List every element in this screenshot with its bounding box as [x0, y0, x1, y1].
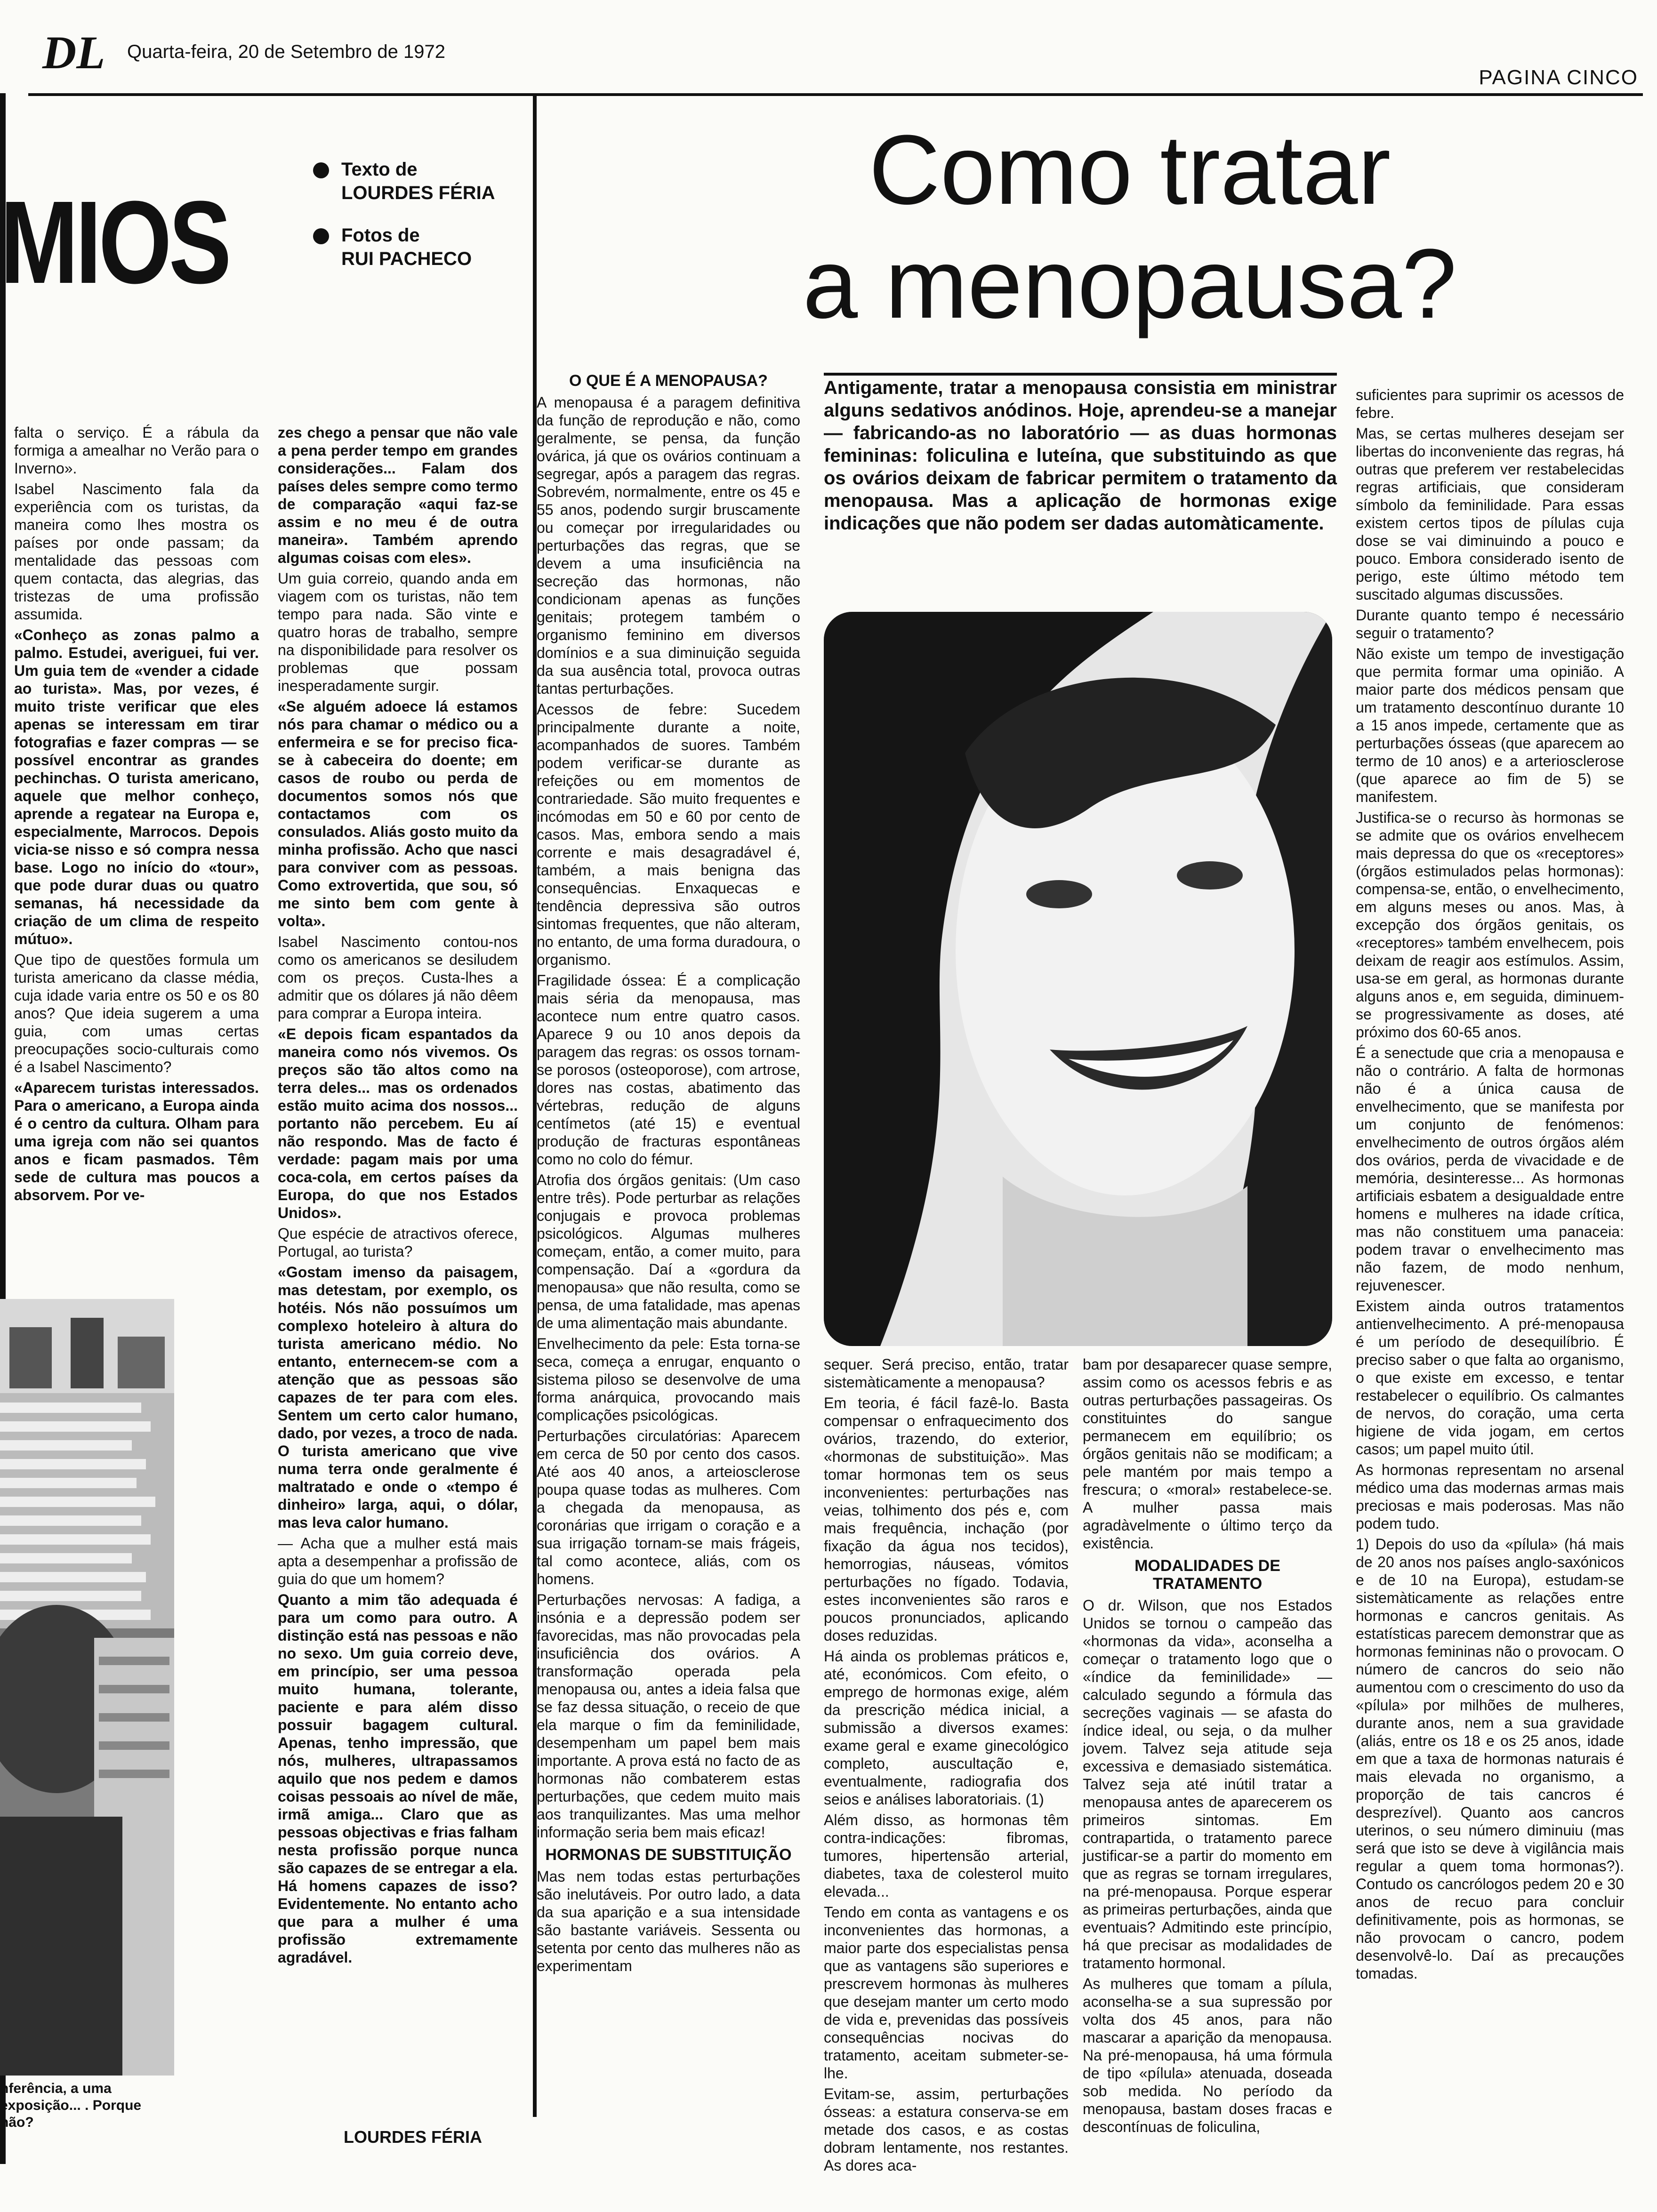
paragraph: zes chego a pensar que não vale a pena perder tempo em grandes considerações... Falam dos países deles sempre como termo de comparação «aqui faz-se assim e no meu é de outra maneira». Também aprendo algumas coisas com eles».	[278, 424, 518, 566]
paragraph: Acessos de febre: Sucedem principalmente durante a noite, acompanhados de suores. Também podem verificar-se durante as refeições ou em momentos de contrariedade. São muito frequentes e incómodas em 50 e 60 por cento de casos. Mas, embora sendo a mais corrente e mais desagradável é, também, a mais benigna das consequências. Enxaquecas e tendência depressiva são outros sintomas frequentes, que não alteram, no entanto, de uma forma duradoura, o organismo.	[537, 701, 800, 968]
paragraph: As mulheres que tomam a pílula, aconselha-se a sua supressão por volta dos 45 anos, para não mascarar a aparição da menopausa. Na pré-menopausa, há uma fórmula de tipo «pílula» atenuada, doseada sob medida. No período da menopausa, bastam doses fracas e descontínuas de foliculina,	[1083, 1975, 1332, 2135]
lead-rule	[824, 373, 1337, 376]
paragraph: Que espécie de atractivos oferece, Portugal, ao turista?	[278, 1225, 518, 1260]
article-title-line-2: a menopausa?	[803, 228, 1457, 339]
paragraph: Tendo em conta as vantagens e os inconvenientes das hormonas, a maior parte dos especialistas pensa que as vantagens são superiores e prescrevem hormonas às mulheres que desejam manter um certo modo de vida e, prevenidas das possíveis consequências nocivas do tratamento, aceitam submeter-se-lhe.	[824, 1904, 1069, 2082]
paragraph: «Aparecem turistas interessados. Para o americano, a Europa ainda é o centro da cultura. Olham para uma igreja com não sei quantos anos e ficam pasmados. Têm sede de cultura mas poucos a absorvem. Por ve-	[14, 1079, 259, 1203]
paragraph: Que tipo de questões formula um turista americano da classe média, cuja idade varia entre os 50 e os 80 anos? Que ideia sugerem a uma guia, com umas certas preocupações socio-culturais como é a Isabel Nascimento?	[14, 951, 259, 1075]
paragraph: Envelhecimento da pele: Esta torna-se seca, começa a enrugar, enquanto o sistema piloso se desenvolve de uma forma anárquica, provocando mais complicações psicológicas.	[537, 1335, 800, 1424]
paragraph: «Se alguém adoece lá estamos nós para chamar o médico ou a enfermeira e se for preciso fica-se à cabeceira do doente; em casos de roubo ou perda de documentos somos nós que contactamos com os consulados. Aliás gosto muito da minha profissão. Acho que nasci para conviver com as pessoas. Como extrovertida, que sou, só me sinto bem com gente à volta».	[278, 698, 518, 930]
credit-text-label: Texto de	[341, 159, 418, 180]
bullet-icon	[313, 162, 329, 178]
paragraph: As hormonas representam no arsenal médico uma das modernas armas mais preciosas e mais poderosas. Mas não podem tudo.	[1356, 1461, 1624, 1532]
paragraph: Em teoria, é fácil fazê-lo. Basta compensar o enfraquecimento dos ovários, trazendo, do exterior, «hormonas de substituição». Mas tomar hormonas tem os seus inconvenientes: perturbações nas veias, tolhimento dos pés e, com mais frequência, inchação (por fixação da água nos tecidos), hemorrogias, náuseas, vómitos perturbações no fígado. Todavia, estes inconvenientes são raros e poucos pronunciados, aplicando doses reduzidas.	[824, 1395, 1069, 1644]
bullet-icon	[313, 228, 329, 244]
header-date: Quarta-feira, 20 de Setembro de 1972	[127, 41, 445, 62]
paragraph: Durante quanto tempo é necessário seguir o tratamento?	[1356, 607, 1624, 641]
shop-photo	[0, 1299, 174, 2076]
photo-caption: nferência, a uma exposição... . Porque não?	[0, 2081, 142, 2130]
paragraph: Mas, se certas mulheres desejam ser libertas do inconveniente das regras, há outras que preferem ver restabelecidas regras artificiais, que consideram símbolo da feminilidade. Para essas existem certos tipos de pílulas cuja dose se vai diminuindo a pouco e pouco. Embora considerado isento de perigo, este último método tem suscitado algumas discussões.	[1356, 425, 1624, 603]
left-column-2	[278, 424, 518, 1969]
paragraph: «Gostam imenso da paisagem, mas detestam, por exemplo, os hotéis. Nós não possuímos um complexo hoteleiro à altura do turista americano médio. No entanto, enternecem-se com a atenção que as pessoas são capazes de ter para com eles. Sentem um certo calor humano, dado, por vezes, a troco de nada. O turista americano que vive numa terra onde geralmente é maltratado e onde o «tempo é dinheiro» larga, aqui, o dólar, mas leva calor humano.	[278, 1264, 518, 1531]
article-column-2	[824, 1355, 1069, 2177]
credit-photo-author: RUI PACHECO	[341, 248, 472, 269]
paragraph: 1) Depois do uso da «pílula» (há mais de 20 anos nos países anglo-saxónicos e de 10 na Europa), estudam-se sistemàticamente as relações entre hormonas e cancros genitais. As estatísticas parecem demonstrar que as hormonas femininas não o provocam. O número de cancros do seio não aumentou com o crescimento do uso da «pílula» por milhões de mulheres, durante anos, nem a sua gravidade (aliás, entre os 18 e os 25 anos, idade em que a taxa de hormonas naturais é mais elevada no organismo, a proporção de tais cancros é desprezível). Quanto aos cancros uterinos, o seu número diminuiu (mas será que isto se deve à vigilância mais regular a quem toma hormonas?). Contudo os cancrólogos pedem 20 e 30 anos de recuo para concluir definitivamente, pois as hormonas, se não provocam o cancro, podem desenvolvê-lo. Daí as precauções tomadas.	[1356, 1536, 1624, 1982]
paragraph: Atrofia dos órgãos genitais: (Um caso entre três). Pode perturbar as relações conjugais e provoca problemas psicológicos. Algumas mulheres começam, então, a comer muito, para compensação. Daí a «gordura da menopausa» que não resulta, como se pensa, de uma fatalidade, mas apenas de uma alimentação mais abundante.	[537, 1171, 800, 1331]
credit-photo-label: Fotos de	[341, 225, 420, 246]
article-title-line-1: Como tratar	[869, 114, 1391, 225]
section-heading: MODALIDADES DE TRATAMENTO	[1134, 1557, 1280, 1593]
paragraph: É a senectude que cria a menopausa e não o contrário. A falta de hormonas não é a única causa de envelhecimento, que se manifesta por um conjunto de fenómenos: envelhecimento de outros órgãos além dos ovários, perda de vivacidade e de memória, desinteresse... As hormonas artificiais esbatem a desigualdade entre homens e mulheres na idade crítica, mas não constituem uma panaceia: podem travar o envelhecimento mas não fazem, de modo nenhum, rejuvenescer.	[1356, 1044, 1624, 1294]
paragraph: Um guia correio, quando anda em viagem com os turistas, não tem tempo para nada. São vinte e quatro horas de trabalho, sempre na disponibilidade para resolver os problemas que possam inesperadamente surgir.	[278, 570, 518, 694]
paragraph: Justifica-se o recurso às hormonas se se admite que os ovários envelhecem mais depressa do que os «receptores» (órgãos estimulados pelas hormonas): compensa-se, então, o envelhecimento, em alguns meses ou anos. Mas, à excepção dos órgãos genitais, os «receptores» também envelhecem, pois deixam de reagir aos estímulos. Assim, usa-se em geral, as hormonas durante alguns anos e, em seguida, diminuem-se progressivamente as doses, até próximo dos 60-65 anos.	[1356, 809, 1624, 1041]
paragraph: sequer. Será preciso, então, tratar sistemàticamente a menopausa?	[824, 1356, 1069, 1391]
left-article-signature: LOURDES FÉRIA	[344, 2127, 483, 2147]
credit-text-author: LOURDES FÉRIA	[341, 183, 495, 203]
paragraph: falta o serviço. É a rábula da formiga a amealhar no Verão para o Inverno».	[14, 424, 259, 477]
paragraph: Quanto a mim tão adequada é para um como para outro. A distinção está nas pessoas e não no sexo. Um guia correio deve, em princípio, ser uma pessoa muito humana, tolerante, paciente e para além disso possuir bagagem cultural. Apenas, tenho impressão, que nós, mulheres, ultrapassamos aquilo que nos pedem e damos coisas pessoais ao nível de mãe, irmã amiga... Claro que as pessoas objectivas e frias falham nesta profissão porque nunca são capazes de se entregar a ela. Há homens capazes de isso? Evidentemente. No entanto acho que para a mulher é uma profissão extremamente agradável.	[278, 1591, 518, 1966]
page-label: PAGINA CINCO	[1479, 66, 1638, 89]
paragraph: Evitam-se, assim, perturbações ósseas: a estatura conserva-se em metade dos casos, e as costas dobram lentamente, nos restantes. As dores aca-	[824, 2085, 1069, 2174]
paragraph: Existem ainda outros tratamentos antienvelhecimento. A pré-menopausa é um período de desequilíbrio. É preciso saber o que falta ao organismo, o que existe em excesso, e tentar restabelecer o equilíbrio. Os calmantes de nervos, do coração, uma certa higiene de vida jogam, em certos casos; um papel muito útil.	[1356, 1298, 1624, 1458]
paragraph: Há ainda os problemas práticos e, até, económicos. Com efeito, o emprego de hormonas exige, além da prescrição médica inicial, a submissão a diversos exames: exame geral e exame ginecológico completo, auscultação e, eventualmente, radiografia dos seios e análises laboratoriais. (1)	[824, 1648, 1069, 1808]
paragraph: Além disso, as hormonas têm contra-indicações: fibromas, tumores, hipertensão arterial, diabetes, taxa de colesterol muito elevada...	[824, 1811, 1069, 1900]
paragraph: A menopausa é a paragem definitiva da função de reprodução e não, como geralmente, se pensa, da função ovárica, já que os ovários continuam a segregar, após a paragem das regras. Sobrevém, normalmente, entre os 45 e 55 anos, podendo surgir bruscamente ou começar por irregularidades ou perturbações das regras, que se devem a uma insuficiência na secreção das hormonas, não condicionam apenas as funções genitais; protegem também o organismo feminino em diversos domínios e a sua diminuição seguida da sua ausência total, provoca outras tantas perturbações.	[537, 394, 800, 697]
paragraph: Isabel Nascimento contou-nos como os americanos se desiludem com os preços. Custa-lhes a admitir que os dólares já não dêem para comprar a Europa inteira.	[278, 933, 518, 1022]
portrait-photo	[824, 612, 1332, 1346]
left-article-title: MIOS	[0, 176, 229, 308]
portrait-image	[824, 612, 1332, 1346]
article-column-3	[1083, 1355, 1332, 2139]
paragraph: Não existe um tempo de investigação que permita formar uma opinião. A maior parte dos médicos pensam que um tratamento descontínuo durante 10 a 15 anos impede, certamente que as perturbações ósseas (que aparecem ao termo de 10 anos) e a arteriosclerose (que aparece ao fim de 5) se manifestem.	[1356, 645, 1624, 805]
paragraph: suficientes para suprimir os acessos de febre.	[1356, 386, 1624, 421]
paragraph: Isabel Nascimento fala da experiência com os turistas, da maneira como lhes mostra os países por onde passam; da mentalidade das pessoas com quem contacta, das alegrias, das tristezas de uma profissão assumida.	[14, 481, 259, 623]
article-title	[668, 113, 1591, 340]
paragraph: «Conheço as zonas palmo a palmo. Estudei, averiguei, fui ver. Um guia tem de «vender a cidade ao turista». Mas, por vezes, é muito triste verificar que eles apenas se interessam em tirar fotografias e fazer compras — se possível encontrar as grandes pechinchas. O turista americano, aquele que melhor conheço, aprende a regatear na Europa e, especialmente, Marrocos. Depois vicia-se nisso e só compra nessa base. Logo no início do «tour», que pode durar duas ou quatro semanas, há necessidade da criação de um clima de respeito mútuo».	[14, 626, 259, 947]
paragraph: Mas nem todas estas perturbações são inelutáveis. Por outro lado, a data da sua aparição e a sua intensidade são bastante variáveis. Sessenta ou setenta por cento das mulheres não as experimentam	[537, 1868, 800, 1974]
paragraph: Perturbações circulatórias: Aparecem em cerca de 50 por cento dos casos. Até aos 40 anos, a arteiosclerose poupa quase todas as mulheres. Com a chegada da menopausa, as coronárias que irrigam o coração e a sua irrigação tornam-se mais frágeis, tal como acontece, aliás, com os homens.	[537, 1427, 800, 1587]
paragraph: Fragilidade óssea: É a complicação mais séria da menopausa, mas acontece num entre quatro casos. Aparece 9 ou 10 anos depois da paragem das regras: os ossos tornam-se porosos (osteoporose), com artrose, dores nas costas, abatimento das vértebras, redução de alguns centímetos (até 15) e eventual produção de fracturas espontâneas como no colo do fémur.	[537, 972, 800, 1168]
article-column-1	[537, 367, 800, 1978]
newspaper-logo: DL	[42, 26, 105, 79]
paragraph: — Acha que a mulher está mais apta a desempenhar a profissão de guia do que um homem?	[278, 1535, 518, 1587]
paragraph: O dr. Wilson, que nos Estados Unidos se tornou o campeão das «hormonas da vida», aconselha a começar o tratamento logo que o «índice da feminilidade» — calculado segundo a fórmula das secreções vaginais — se afasta do índice ideal, ou seja, o da mulher jovem. Talvez seja atitude seja excessiva e demasiado sistemática. Talvez seja até inútil tratar a menopausa antes de aparecerem os primeiros sintomas. Em contrapartida, o tratamento parece justificar-se a partir do momento em que as regras se tornam irregulares, na pré-menopausa. Porque esperar as primeiras perturbações, ainda que eventuais? Admitindo este princípio, há que precisar as modalidades de tratamento hormonal.	[1083, 1597, 1332, 1972]
article-column-4	[1356, 386, 1624, 1985]
paragraph: «E depois ficam espantados da maneira como nós vivemos. Os preços são tão altos como na terra deles... mas os ordenados estão muito acima dos nossos... portanto não percebem. Eu aí não respondo. Mas de facto é verdade: pagam mais por uma coca-cola, em certos países da Europa, do que nos Estados Unidos».	[278, 1026, 518, 1221]
paragraph: bam por desaparecer quase sempre, assim como os acessos febris e as outras perturbações passageiras. Os constituintes do sangue permanecem em equilíbrio; os órgãos genitais não se modificam; a pele mantém por mais tempo a frescura; o «moral» restabelece-se. A mulher passa mais agradàvelmente o último terço da existência.	[1083, 1356, 1332, 1552]
left-column-1	[14, 424, 259, 1207]
paragraph: Perturbações nervosas: A fadiga, a insónia e a depressão podem ser favorecidas, mas não provocadas pela insuficiência dos ovários. A transformação operada pela menopausa ou, antes a ideia falsa que se faz dessa situação, o receio de que ela marque o fim da feminilidade, desempenham um papel bem mais importante. A prova está no facto de as hormonas não combaterem estas perturbações, que cedem muito mais aos tranquilizantes. Mas uma melhor informação seria bem mais eficaz!	[537, 1591, 800, 1841]
article-lead: Antigamente, tratar a menopausa consistia em ministrar alguns sedativos anódinos. Hoje, aprendeu-se a manejar — fabricando-as no laboratório — as duas hormonas femininas: foliculina e luteína, que substituindo as que os ovários deixam de fabricar permitem o tratamento da menopausa. Mas a aplicação de hormonas exige indicações que não podem ser dadas automàticamente.	[824, 377, 1337, 534]
shop-photo-image	[0, 1299, 174, 2076]
section-heading: HORMONAS DE SUBSTITUIÇÃO	[545, 1846, 792, 1864]
section-heading: O QUE É A MENOPAUSA?	[569, 372, 768, 390]
